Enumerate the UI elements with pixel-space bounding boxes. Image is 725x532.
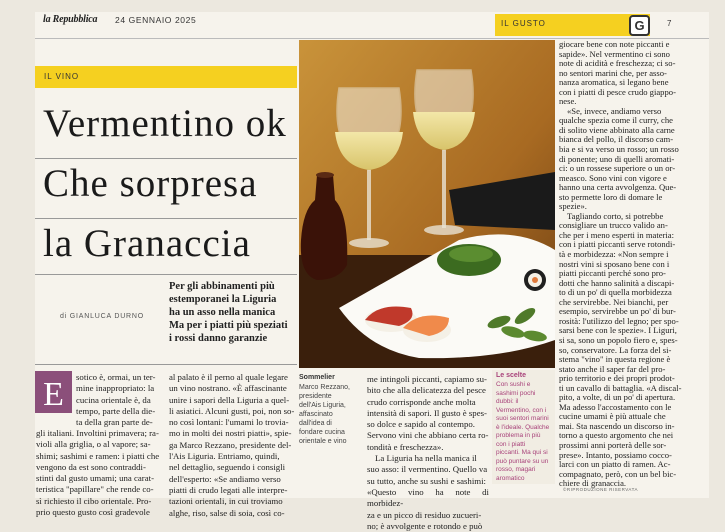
body-line: bito che alla delicatezza del pesce [367, 385, 486, 396]
body-line: con i piatti piccanti serve rotondi- [559, 239, 676, 250]
body-line: sotico è, ormai, un ter- [76, 372, 156, 382]
article-summary [169, 280, 299, 345]
masthead: la Repubblica [43, 14, 98, 25]
body-line: spezie». [559, 201, 587, 212]
issue-date: 24 GENNAIO 2025 [115, 15, 197, 25]
body-line: alghe, riso, salse di soia, così co- [169, 507, 285, 518]
body-line: sapide». Nel vermentino ci sono [559, 48, 670, 59]
scelte-line: aromatico [496, 474, 525, 482]
body-line: tazioni orientali, in cui troviamo [169, 496, 283, 507]
body-line: tà e morbidezza: «Non sempre i [559, 249, 669, 260]
body-line: no; è avvolgente e rotondo e può [367, 520, 483, 531]
body-line: «Se, invece, andiamo verso [567, 105, 662, 116]
body-line: ta della gran parte de- [76, 417, 153, 428]
body-line: Ma adesso l'accostamento con le [559, 401, 672, 412]
body-line: mo in molti dei nostri piatti», spie- [169, 428, 292, 439]
author-byline: di GIANLUCA DURNO [60, 313, 145, 320]
body-line: gli italiani. Involtini primavera; ra- [36, 428, 159, 438]
body-line: teristica "papillare" che rende co- [36, 484, 154, 495]
body-line: note di acidità e freschezza; ci so- [559, 58, 676, 69]
body-line: di ponente; uno di quelli aromati- [559, 153, 675, 164]
scelte-line: Con sushi e [496, 381, 531, 388]
scelte-line: piccanti. Ma qui si [496, 449, 548, 456]
body-line: esempio, servirebbe un po' di bur- [559, 306, 676, 317]
headline-line-1: Vermentino ok [43, 102, 287, 145]
body-line: no così lontani: l'umami lo trovia- [169, 417, 289, 428]
body-line: pito, a volte, di un po' di apertura. [559, 392, 676, 403]
section-header-bar [495, 14, 650, 36]
body-line: larci con un piatto di ramen. Ac- [559, 459, 671, 470]
body-line: torno a questo argomento che nei [559, 430, 674, 441]
body-line: mai. Sta nascendo un discorso in- [559, 420, 675, 431]
section-header-title: IL GUSTO [501, 19, 546, 28]
body-line: vengono da est sono contraddi- [36, 461, 146, 472]
wine-sushi-photo [299, 40, 555, 368]
body-line: prio questo gusto così gradevole [36, 507, 150, 518]
body-line: sì richiesto il cibo orientale. Pro- [36, 495, 152, 506]
body-line: shimi; sashimi e ramen: i piatti che [36, 450, 160, 461]
body-line: su tutto, anche su sushi e sashimi: [367, 475, 486, 486]
body-line: so, conservatore. La forza del si- [559, 344, 672, 355]
body-line: qualche spezia come il curry, che [559, 115, 673, 126]
body-line: ci: o un rossese superiore o un or- [559, 163, 676, 174]
il-gusto-logo-icon: G [629, 15, 650, 36]
le-scelte-title: Le scelte [496, 372, 526, 379]
body-line: si sa, sono un popolo fiero e, spes- [559, 334, 678, 345]
body-column-3 [367, 374, 489, 532]
body-line: tempo, parte della die- [76, 405, 156, 416]
body-line: tondità e freschezza». [367, 441, 444, 452]
summary-line: Per gli abbinamenti più [169, 281, 275, 292]
body-line: nanza aromatica, si legano bene [559, 77, 669, 88]
summary-line: i rossi danno garanzie [169, 333, 268, 344]
page-number: 7 [667, 19, 672, 28]
body-line: bia e si va verso un rosso; un rosso [559, 144, 679, 155]
dropcap-box [35, 371, 72, 413]
body-line: measco. Sono vini con vigore e [559, 172, 667, 183]
body-line: di solito viene abbinato alla carne [559, 124, 675, 135]
scelte-line: rosso, magari [496, 466, 536, 473]
body-line: nese. [559, 96, 577, 107]
body-line: giocare bene con note piccanti e [559, 39, 670, 49]
body-column-4 [559, 40, 707, 489]
body-line: intensità di sapori. Il gusto è spes- [367, 407, 487, 418]
body-line: mine inappropriato: la [76, 383, 155, 394]
body-line: con i piatti di pesce crudo giappo- [559, 86, 676, 97]
caption-line: dell'Ais Liguria, [299, 402, 346, 409]
body-line: ga Marco Rezzano, presidente del- [169, 439, 292, 450]
body-line: stema "vino" in questa regione è [559, 354, 671, 365]
scelte-line: Vermentino, con i [496, 406, 547, 414]
body-line: prio territorio e dei propri prodot- [559, 373, 675, 384]
body-line: za e un picco di residuo zucueri- [367, 509, 482, 520]
summary-line: ha un asso nella manica [169, 307, 276, 318]
body-line: piatti piccanti perché sono pro- [559, 268, 666, 279]
headline-divider [35, 158, 297, 159]
summary-line: Ma per i piatti più speziati [169, 320, 288, 331]
body-line: che per i meno esperti in materia: [559, 229, 675, 240]
body-line: cucina orientale è, da [76, 394, 151, 405]
body-line: cucine umami è più attuale che [559, 411, 666, 422]
svg-text:E: E [43, 376, 64, 413]
summary-divider [35, 364, 297, 365]
body-line: stato anche il saper far del pro- [559, 363, 666, 374]
caption-line: fondare cucina [299, 429, 345, 436]
body-line: ti un cavallo di battaglia. «A discal- [559, 382, 682, 393]
headline-line-3: la Granaccia [43, 222, 251, 265]
summary-line: estemporanei la Liguria [169, 294, 277, 305]
body-line: sarsi bene con le spezie». I Liguri, [559, 325, 677, 336]
body-line: sto permette loro di domare le [559, 191, 663, 202]
scelte-line: problema in più [496, 432, 541, 439]
body-line: un vino nostrano. «È affascinante [169, 383, 287, 394]
scelte-line: sashimi pochi [496, 389, 536, 397]
body-line: nostri vini si sposano bene con i [559, 258, 670, 269]
copyright-notice: ©RIPRODUZIONE RISERVATA [563, 487, 638, 492]
caption-line: Marco Rezzano, [299, 384, 350, 391]
caption-line: dall'idea di [299, 420, 332, 427]
body-line: unire i sapori della Liguria a quel- [169, 394, 290, 405]
body-column-1-top [76, 372, 162, 428]
body-line: piatti di crudo legati alle interpre- [169, 484, 288, 495]
caption-line: orientale e vino [299, 438, 347, 445]
body-line: consigliare un trucco valido an- [559, 220, 668, 231]
body-line: dotti che hanno salinità a discapi- [559, 277, 675, 288]
body-line: l'Ais Liguria. Entriamo, quindi, [169, 451, 280, 462]
body-line: li asiatici. Alcuni gusti, poi, non so- [169, 405, 295, 416]
body-line: hanno una certa avvolgenza. Que- [559, 182, 677, 193]
scelte-line: è l'ideale. Qualche [496, 423, 550, 431]
body-line: so dolce e sapido al contempo. [367, 419, 475, 430]
kicker: IL VINO [44, 72, 80, 81]
photo-illustration [299, 40, 555, 368]
body-line: bianca del pollo, il discorso cam- [559, 134, 674, 145]
body-line: to di un po' di quella morbidezza [559, 287, 672, 298]
le-scelte-text [496, 381, 554, 483]
body-line: me intingoli piccanti, capiamo su- [367, 374, 487, 384]
body-line: dell'esperto: «Se andiamo verso [169, 473, 281, 484]
newspaper-page [35, 12, 709, 531]
headline-line-2: Che sorpresa [43, 162, 258, 205]
scelte-line: suoi sentori marini [496, 415, 549, 422]
body-line: compagnato, però, con un bel bic- [559, 468, 677, 479]
body-column-2 [169, 372, 295, 519]
sommelier-caption-title: Sommelier [299, 374, 335, 381]
body-line: stinti dal gusto umami; una carat- [36, 473, 154, 484]
body-line: «Questo vino ha note di morbidez- [367, 486, 489, 509]
body-line: prese». Intanto, possiamo cocco- [559, 449, 672, 460]
caption-line: presidente [299, 393, 332, 400]
scelte-line: può puntare su un [496, 457, 549, 465]
body-line: Servono vini che abbiano certa ro- [367, 430, 489, 441]
headline-divider [35, 218, 297, 219]
scelte-line: dubbi: il [496, 398, 519, 405]
body-line: crudo corrisponde anche molta [367, 396, 476, 407]
body-line: che servirebbe. Nei bianchi, per [559, 296, 669, 307]
scelte-line: con i piatti [496, 440, 526, 448]
body-line: rosità: l'utilizzo del legno; per spo- [559, 315, 679, 326]
caption-line: affascinato [299, 411, 333, 418]
body-line: La Liguria ha nella manica il [375, 453, 477, 464]
body-line: Tagliando corto, si potrebbe [567, 210, 664, 221]
body-line: prossimi anni porterà delle sor- [559, 439, 667, 450]
body-line: violi alla griglia, o al vapore; sa- [36, 439, 151, 450]
body-column-1 [36, 428, 162, 518]
sommelier-caption [299, 383, 365, 446]
headline-divider [35, 274, 297, 275]
body-line: al palato è il perno al quale legare [169, 372, 288, 382]
body-line: nel dettaglio, seguendo i consigli [169, 462, 286, 473]
body-line: no sentori marini che, per asso- [559, 67, 667, 78]
dropcap-letter [35, 371, 72, 413]
body-line: chiere di granaccia. [559, 478, 627, 489]
kicker-bar [35, 66, 297, 88]
body-line: suo asso: il vermentino. Quello va [367, 464, 488, 475]
